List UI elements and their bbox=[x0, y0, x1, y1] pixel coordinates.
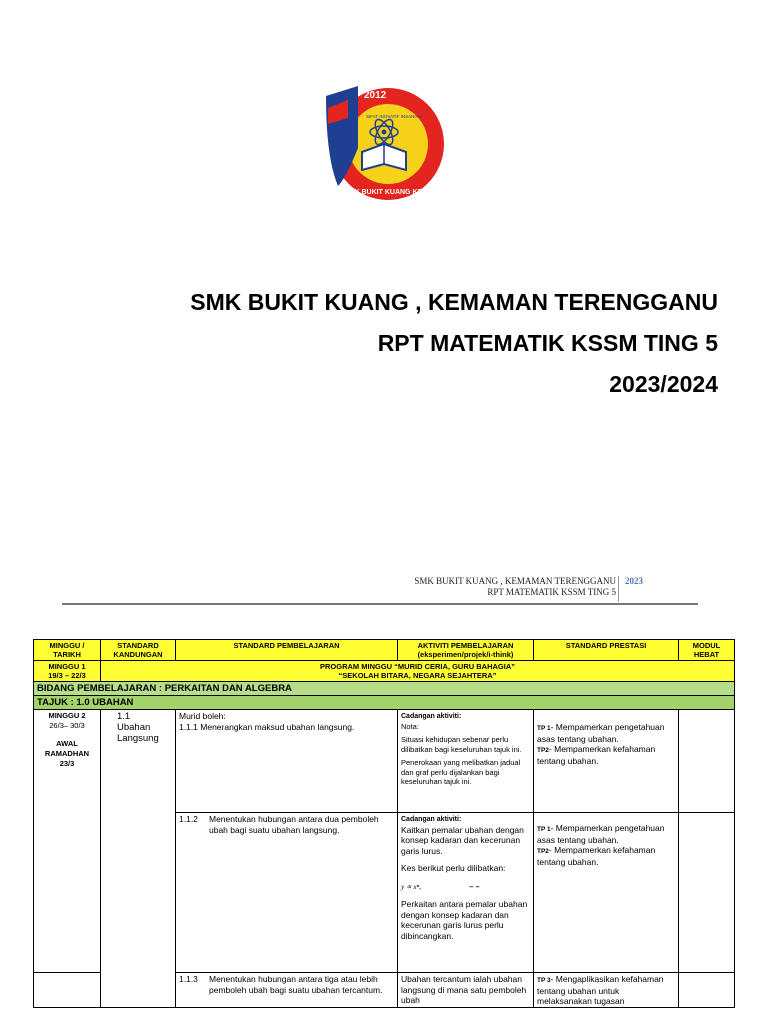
row2-tp1-text: - Mempamerkan pengetahuan asas tentang ubahan. bbox=[537, 823, 665, 845]
week2-cell bbox=[34, 710, 101, 973]
standard-kandungan-cell bbox=[101, 710, 176, 1008]
aktiviti-2-perkaitan: Perkaitan antara pemalar ubahan dengan konsep kadaran dan kecerunan garis lurus perlu dibincangkan. bbox=[401, 899, 528, 941]
sp-1-1-2 bbox=[176, 813, 398, 973]
sp-1-1-2-num: 1.1.2 bbox=[179, 814, 198, 824]
title-session: 2023/2024 bbox=[609, 371, 718, 397]
week1-program bbox=[101, 661, 735, 682]
row3-tp3-label: TP 3 bbox=[537, 977, 551, 984]
header-rule bbox=[62, 603, 698, 605]
sp-1-1-2-line bbox=[179, 814, 394, 835]
header-standard-pembelajaran: STANDARD PEMBELAJARAN bbox=[176, 640, 398, 661]
sp-intro: Murid boleh: bbox=[179, 711, 226, 721]
row2-tp2-label: TP2 bbox=[537, 848, 549, 855]
sp-1-1-1 bbox=[176, 710, 398, 813]
logo-ring-text: SMK BUKIT KUANG KEMAMAN bbox=[344, 189, 448, 196]
modul-1-1-3 bbox=[679, 973, 735, 1008]
row2-tp2-text: - Mempamerkan kefahaman tentang ubahan. bbox=[537, 845, 656, 867]
row2-tp1-label: TP 1 bbox=[537, 826, 551, 833]
sp-1-1-3 bbox=[176, 973, 398, 1008]
week1-label: MINGGU 1 bbox=[48, 662, 86, 671]
tp2-label: TP2 bbox=[537, 747, 549, 754]
aktiviti-penerokaan: Penerokaan yang melibatkan jadual dan graf perlu dijalankan bagi keseluruhan tajuk ini. bbox=[401, 758, 521, 786]
page-header-text bbox=[414, 576, 616, 598]
aktiviti-situasi: Situasi kehidupan sebenar perlu dilibatkan bagi keseluruhan tajuk ini. bbox=[401, 735, 522, 754]
week2-label: MINGGU 2 bbox=[48, 711, 86, 720]
sk-number: 1.1 bbox=[117, 711, 131, 722]
week2-date: 26/3– 30/3 bbox=[49, 721, 85, 730]
week2-note-3: 23/3 bbox=[59, 759, 75, 768]
sk-title-2: Langsung bbox=[117, 733, 159, 744]
rpt-table bbox=[33, 639, 735, 1008]
aktiviti-2-formula-line bbox=[401, 882, 530, 892]
modul-1-1-1 bbox=[679, 710, 735, 813]
aktiviti-label: Cadangan aktiviti: bbox=[401, 713, 462, 720]
tp2-text: - Mempamerkan kefahaman tentang ubahan. bbox=[537, 744, 656, 766]
header-aktiviti-title: AKTIVITI PEMBELAJARAN bbox=[417, 641, 514, 650]
prestasi-1-1-2 bbox=[534, 813, 679, 973]
header-aktiviti bbox=[398, 640, 534, 661]
sp-1-1-2-text: Menentukan hubungan antara dua pemboleh ubah bagi suatu ubahan langsung. bbox=[209, 814, 379, 835]
header-modul: MODUL HEBAT bbox=[679, 640, 735, 661]
header-minggu: MINGGU / TARIKH bbox=[34, 640, 101, 661]
table-header-row bbox=[34, 640, 735, 661]
aktiviti-1-1-2 bbox=[398, 813, 534, 973]
sp-1-1-3-num: 1.1.3 bbox=[179, 974, 198, 984]
row2-tp2-line bbox=[537, 845, 675, 867]
aktiviti-2-kaitkan: Kaitkan pemalar ubahan dengan konsep kadaran dan kecerunan garis lurus. bbox=[401, 824, 524, 856]
aktiviti-3-text: Ubahan tercantum ialah ubahan langsung di mana satu pemboleh ubah bbox=[401, 974, 527, 1005]
row2-tp1-line bbox=[537, 823, 675, 845]
aktiviti-1-1-3 bbox=[398, 973, 534, 1008]
aktiviti-2-dashes: – – bbox=[469, 881, 480, 891]
week1-program-line1: PROGRAM MINGGU “MURID CERIA, GURU BAHAGIA” bbox=[320, 662, 515, 671]
bidang-pembelajaran: BIDANG PEMBELAJARAN : PERKAITAN DAN ALGEBRA bbox=[34, 682, 735, 696]
tp1-line bbox=[537, 722, 675, 744]
row3-tp3-text: - Mengaplikasikan kefahaman tentang ubahan untuk melaksanakan tugasan bbox=[537, 974, 664, 1006]
school-logo bbox=[318, 78, 448, 206]
title-school: SMK BUKIT KUANG , KEMAMAN TERENGGANU bbox=[190, 289, 718, 315]
week-cell-empty bbox=[34, 973, 101, 1008]
aktiviti-2-label: Cadangan aktiviti: bbox=[401, 816, 462, 823]
week2-note-2: RAMADHAN bbox=[44, 749, 90, 758]
header-school: SMK BUKIT KUANG , KEMAMAN TERENGGANU bbox=[414, 576, 616, 586]
header-standard-kandungan: STANDARD KANDUNGAN bbox=[101, 640, 176, 661]
week1-row bbox=[34, 661, 735, 682]
logo-motto: SIFAT INOVATIF INSANIAH bbox=[366, 114, 422, 119]
aktiviti-2-kes: Kes berikut perlu dilibatkan: bbox=[401, 863, 506, 873]
sp-1-1-3-text: Menentukan hubungan antara tiga atau lebih pemboleh ubah bagi suatu ubahan tercantum. bbox=[209, 974, 383, 995]
bidang-row bbox=[34, 682, 735, 696]
aktiviti-2-formula: y ∝ xⁿ, bbox=[401, 881, 422, 891]
week1-cell bbox=[34, 661, 101, 682]
week2-note-1: AWAL bbox=[56, 739, 78, 748]
prestasi-1-1-1 bbox=[534, 710, 679, 813]
tajuk-row bbox=[34, 696, 735, 710]
sp-1-1-3-line bbox=[179, 974, 394, 995]
aktiviti-1-1-1 bbox=[398, 710, 534, 813]
tp1-label: TP 1 bbox=[537, 725, 551, 732]
sp-1-1-1-text: 1.1.1 Menerangkan maksud ubahan langsung. bbox=[179, 721, 355, 732]
aktiviti-nota: Nota: bbox=[401, 721, 419, 731]
week1-program-line2: “SEKOLAH BITARA, NEGARA SEJAHTERA” bbox=[338, 671, 497, 680]
header-aktiviti-sub: (eksperimen/projek/i-think) bbox=[417, 650, 514, 659]
modul-1-1-2 bbox=[679, 813, 735, 973]
logo-year: 2012 bbox=[364, 90, 387, 101]
document-title bbox=[190, 282, 718, 405]
prestasi-1-1-3 bbox=[534, 973, 679, 1008]
week2-row-1 bbox=[34, 710, 735, 813]
week1-date: 19/3 – 22/3 bbox=[48, 671, 86, 680]
header-year: 2023 bbox=[618, 576, 643, 602]
sk-title-1: Ubahan bbox=[117, 722, 151, 733]
tp2-line bbox=[537, 744, 675, 766]
tp1-text: - Mempamerkan pengetahuan asas tentang ubahan. bbox=[537, 722, 665, 744]
title-subject: RPT MATEMATIK KSSM TING 5 bbox=[377, 330, 718, 356]
header-standard-prestasi: STANDARD PRESTASI bbox=[534, 640, 679, 661]
header-subject: RPT MATEMATIK KSSM TING 5 bbox=[487, 587, 616, 597]
tajuk: TAJUK : 1.0 UBAHAN bbox=[34, 696, 735, 710]
